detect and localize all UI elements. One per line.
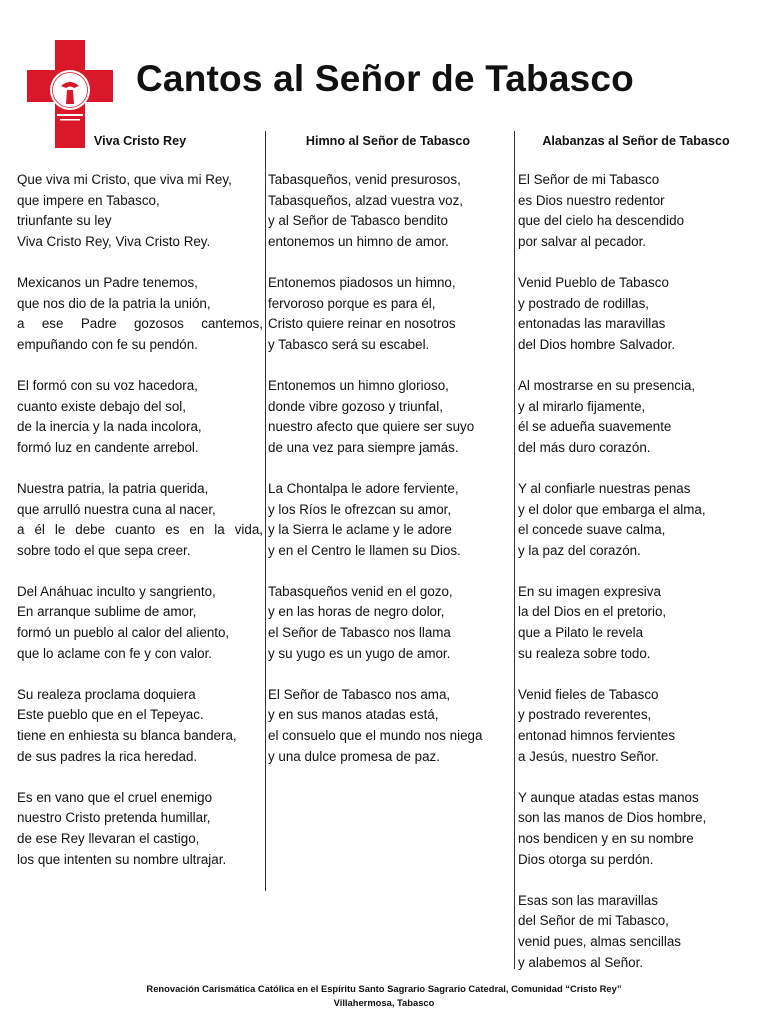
verse-line: Mexicanos un Padre tenemos,	[17, 274, 198, 290]
page-title: Cantos al Señor de Tabasco	[136, 58, 634, 99]
verse-line: y al mirarlo fijamente,	[518, 398, 646, 414]
song-stanzas	[17, 170, 263, 870]
verse-line: de ese Rey llevaran el castigo,	[17, 831, 200, 846]
stanza	[268, 685, 508, 767]
verse-line: y postrado de rodillas,	[518, 295, 650, 311]
verse-line: de la inercia y la nada incolora,	[17, 419, 202, 435]
verse-line: El Señor de Tabasco nos ama,	[268, 686, 451, 702]
verse-line: La Chontalpa le adore ferviente,	[268, 480, 459, 496]
verse-line: que lo aclame con fe y con valor.	[17, 645, 213, 661]
verse-line: Su realeza proclama doquiera	[17, 686, 196, 702]
verse-line: la del Dios en el pretorio,	[518, 604, 667, 620]
footer-line: Villahermosa, Tabasco	[333, 997, 435, 1008]
verse-line: Tabasqueños, alzad vuestra voz,	[268, 192, 464, 208]
verse-line: él se adueña suavemente	[518, 419, 672, 435]
song-heading: Himno al Señor de Tabasco	[305, 134, 471, 148]
stanza	[268, 479, 508, 561]
verse-line: formó luz en candente arrebol.	[17, 439, 199, 455]
verse-line: y la paz del corazón.	[518, 542, 641, 558]
stanza	[268, 170, 508, 252]
column-divider	[514, 131, 515, 969]
verse-line: el consuelo que el mundo nos niega	[268, 728, 483, 744]
verse-line: y su yugo es un yugo de amor.	[268, 645, 451, 661]
verse-line: del más duro corazón.	[518, 439, 651, 455]
verse-line: por salvar al pecador.	[518, 233, 647, 249]
verse-line: y en el Centro le llamen su Dios.	[268, 542, 461, 558]
verse-line: y el dolor que embarga el alma,	[518, 501, 706, 517]
stanza	[518, 685, 754, 767]
verse-line: del Dios hombre Salvador.	[518, 336, 676, 352]
verse-line: y en sus manos atadas está,	[268, 707, 439, 723]
verse-line: Al mostrarse en su presencia,	[518, 377, 696, 393]
verse-line: y una dulce promesa de paz.	[268, 748, 440, 764]
verse-line: Tabasqueños venid en el gozo,	[268, 583, 453, 599]
verse-line: Dios otorga su perdón.	[518, 851, 654, 867]
verse-line: Venid Pueblo de Tabasco	[518, 274, 669, 290]
verse-line: a él le debe cuanto es en la vida,	[17, 522, 263, 538]
verse-line: de sus padres la rica heredad.	[17, 748, 198, 764]
stanza	[17, 170, 263, 252]
stanza	[518, 788, 754, 870]
stanza	[17, 479, 263, 561]
verse-line: Entonemos piadosos un himno,	[268, 274, 456, 290]
footer	[0, 982, 768, 1010]
song-column-viva-cristo-rey	[17, 132, 263, 891]
stanza	[268, 273, 508, 355]
stanza	[17, 788, 263, 870]
verse-line: Viva Cristo Rey, Viva Cristo Rey.	[17, 233, 211, 249]
song-heading: Viva Cristo Rey	[93, 134, 187, 148]
verse-line: Tabasqueños, venid presurosos,	[268, 172, 461, 187]
song-heading: Alabanzas al Señor de Tabasco	[542, 134, 730, 148]
verse-line: y los Ríos le ofrezcan su amor,	[268, 501, 452, 517]
stanza	[518, 582, 754, 664]
verse-line: que nos dio de la patria la unión,	[17, 295, 211, 311]
verse-line: el concede suave calma,	[518, 522, 666, 538]
stanza	[518, 170, 754, 252]
song-stanzas	[268, 170, 508, 767]
verse-line: su realeza sobre todo.	[518, 645, 651, 661]
verse-line: de una vez para siempre jamás.	[268, 439, 459, 455]
verse-line: que del cielo ha descendido	[518, 213, 685, 229]
verse-line: Del Anáhuac inculto y sangriento,	[17, 583, 216, 599]
verse-line: nos bendicen y en su nombre	[518, 831, 694, 846]
verse-line: fervoroso porque es para él,	[268, 295, 436, 311]
verse-line: que arrulló nuestra cuna al nacer,	[17, 501, 216, 517]
verse-line: Cristo quiere reinar en nosotros	[268, 316, 456, 332]
verse-line: formó un pueblo al calor del aliento,	[17, 625, 230, 641]
verse-line: y al Señor de Tabasco bendito	[268, 213, 448, 229]
verse-line: El Señor de mi Tabasco	[518, 172, 660, 187]
verse-line: son las manos de Dios hombre,	[518, 810, 707, 826]
verse-line: entonadas las maravillas	[518, 316, 666, 332]
verse-line: Venid fieles de Tabasco	[518, 686, 659, 702]
verse-line: El formó con su voz hacedora,	[17, 377, 198, 393]
verse-line: Es en vano que el cruel enemigo	[17, 789, 213, 805]
verse-line: Esas son las maravillas	[518, 892, 658, 908]
verse-line: y en las horas de negro dolor,	[268, 604, 445, 620]
song-column-himno	[268, 132, 508, 788]
verse-line: Nuestra patria, la patria querida,	[17, 480, 209, 496]
verse-line: que a Pilato le revela	[518, 625, 644, 641]
verse-line: nuestro Cristo pretenda humillar,	[17, 810, 211, 826]
verse-line: empuñando con fe su pendón.	[17, 336, 198, 352]
verse-line: Y aunque atadas estas manos	[518, 789, 699, 805]
verse-line: sobre todo el que sepa creer.	[17, 542, 191, 558]
stanza	[518, 376, 754, 458]
verse-line: entonemos un himno de amor.	[268, 233, 449, 249]
stanza	[518, 891, 754, 973]
verse-line: donde vibre gozoso y triunfal,	[268, 398, 443, 414]
verse-line: tiene en enhiesta su blanca bandera,	[17, 728, 237, 744]
verse-line: triunfante su ley	[17, 213, 112, 229]
verse-line: y alabemos al Señor.	[518, 954, 644, 970]
verse-line: a ese Padre gozosos cantemos,	[17, 316, 263, 332]
verse-line: En su imagen expresiva	[518, 583, 661, 599]
verse-line: a Jesús, nuestro Señor.	[518, 748, 659, 764]
verse-line: En arranque sublime de amor,	[17, 604, 197, 620]
verse-line: Este pueblo que en el Tepeyac.	[17, 707, 204, 723]
verse-line: entonad himnos fervientes	[518, 728, 676, 744]
verse-line: que impere en Tabasco,	[17, 192, 160, 208]
verse-line: los que intenten su nombre ultrajar.	[17, 851, 227, 867]
stanza	[17, 273, 263, 355]
stanza	[518, 479, 754, 561]
column-divider	[265, 131, 266, 891]
verse-line: el Señor de Tabasco nos llama	[268, 625, 451, 641]
verse-line: venid pues, almas sencillas	[518, 933, 682, 949]
verse-line: Y al confiarle nuestras penas	[518, 480, 691, 496]
verse-line: nuestro afecto que quiere ser suyo	[268, 419, 475, 435]
song-column-alabanzas	[518, 132, 754, 994]
verse-line: cuanto existe debajo del sol,	[17, 398, 186, 414]
stanza	[17, 376, 263, 458]
stanza	[268, 376, 508, 458]
verse-line: y postrado reverentes,	[518, 707, 652, 723]
verse-line: Que viva mi Cristo, que viva mi Rey,	[17, 172, 232, 187]
verse-line: del Señor de mi Tabasco,	[518, 913, 669, 929]
song-stanzas	[518, 170, 754, 973]
stanza	[518, 273, 754, 355]
stanza	[17, 582, 263, 664]
verse-line: y la Sierra le aclame y le adore	[268, 522, 452, 538]
footer-line: Renovación Carismática Católica en el Espíritu Santo Sagrario Sagrario Catedral, Comunidad “Cristo Rey”	[146, 983, 622, 994]
stanza	[17, 685, 263, 767]
stanza	[268, 582, 508, 664]
verse-line: es Dios nuestro redentor	[518, 192, 665, 208]
verse-line: Entonemos un himno glorioso,	[268, 377, 449, 393]
verse-line: y Tabasco será su escabel.	[268, 336, 430, 352]
